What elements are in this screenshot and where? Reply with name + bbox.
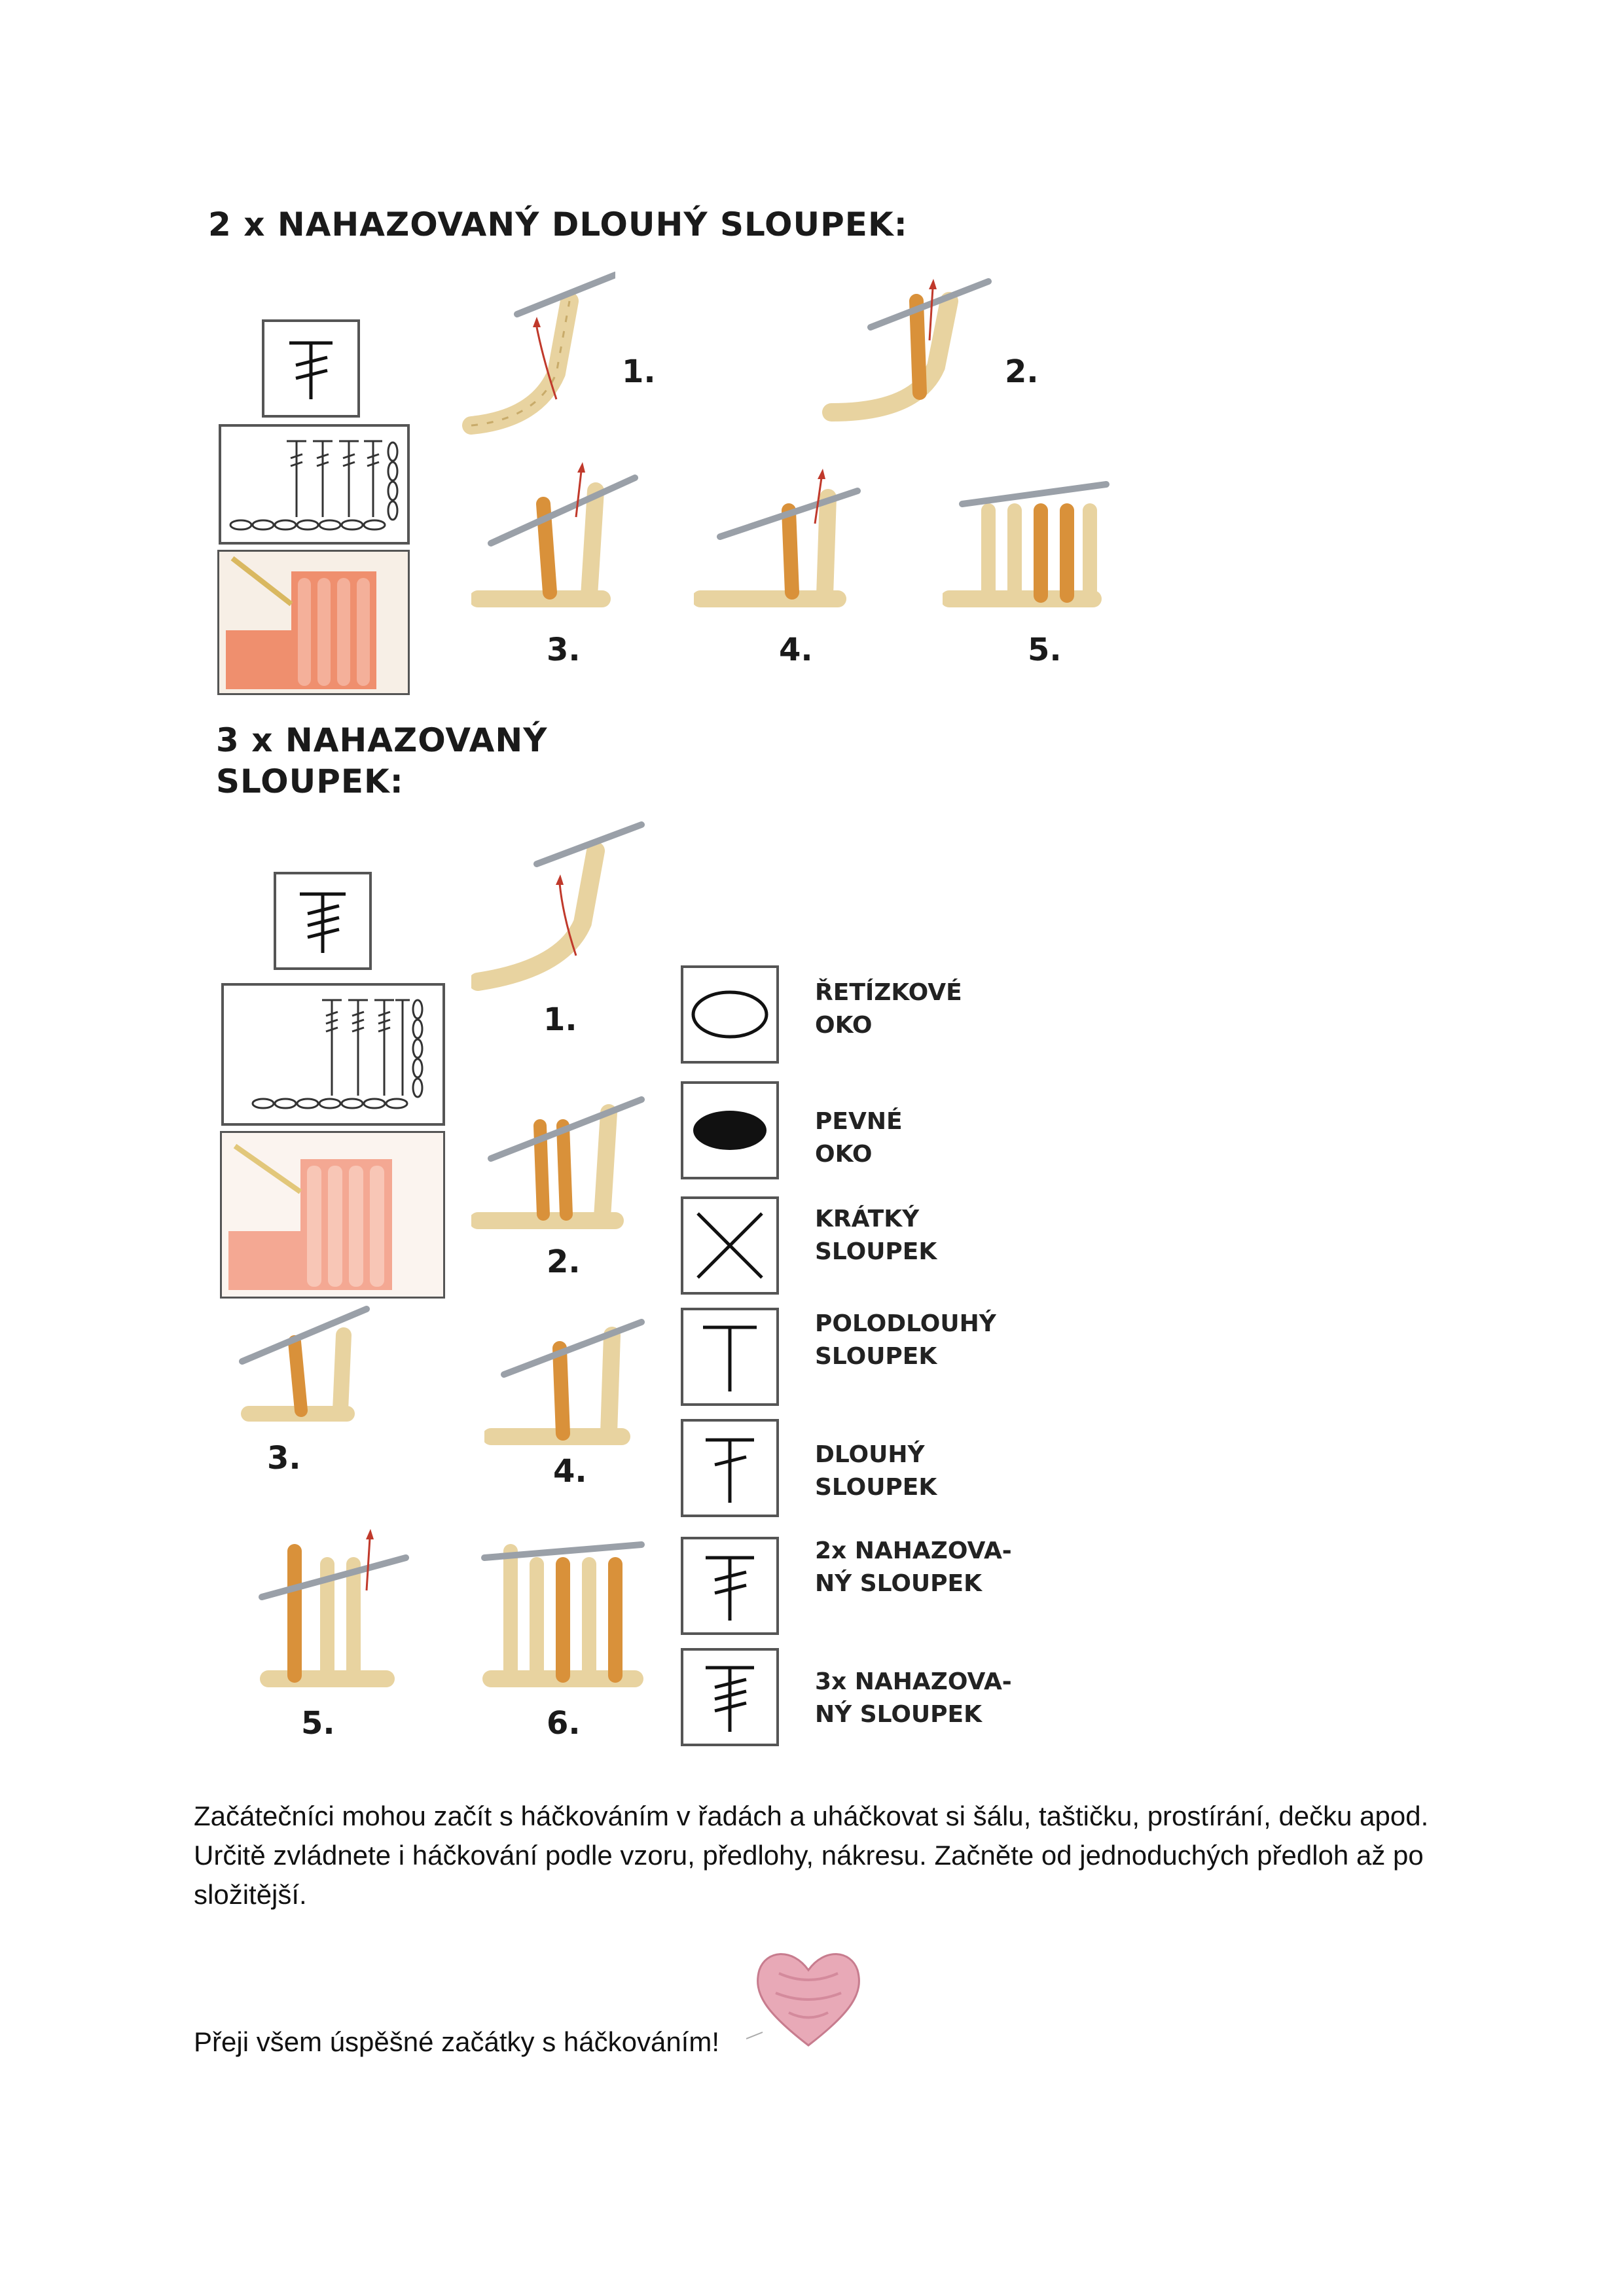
legend-half-double-box: [681, 1308, 779, 1406]
section2-step3-number: 3.: [267, 1440, 301, 1477]
step3-illustration: [471, 452, 641, 615]
section2-step6-number: 6.: [547, 1705, 581, 1742]
section1-title: 2 x NAHAZOVANÝ DLOUHÝ SLOUPEK:: [208, 206, 908, 243]
section1-step2-number: 2.: [1005, 353, 1039, 390]
heart-image: [746, 1934, 871, 2058]
section2-step5-number: 5.: [301, 1705, 335, 1742]
section1-step3-number: 3.: [547, 632, 581, 668]
s2-step3-illustration: [229, 1296, 373, 1427]
treble-crochet-icon: [264, 322, 357, 415]
step4-illustration: [694, 452, 864, 615]
step1-illustration: [458, 262, 615, 439]
section1-step1-number: 1.: [622, 353, 656, 390]
treble-crochet-icon: [683, 1539, 776, 1632]
legend-label-treble: 2x NAHAZOVA- NÝ SLOUPEK: [815, 1537, 1012, 1597]
double-treble-swatch-photo: [220, 1131, 445, 1299]
double-treble-symbol-box: [274, 872, 372, 970]
legend-label-double: DLOUHÝ SLOUPEK: [815, 1441, 937, 1501]
legend-label-chain: ŘETÍZKOVÉ OKO: [815, 979, 962, 1039]
intro-paragraph: Začátečníci mohou začít s háčkováním v řadách a uháčkovat si šálu, taštičku, prostírání, dečku apod. Určitě zvládnete i háčkování podle vzoru, předlohy, nákresu. Začněte od jednoduchých předloh až po složitější.: [194, 1801, 1429, 1910]
chain-stitch-icon: [683, 968, 776, 1061]
legend-label-slip: PEVNÉ OKO: [815, 1108, 903, 1168]
section2-step4-number: 4.: [553, 1453, 587, 1490]
s2-step5-illustration: [255, 1512, 412, 1695]
slip-stitch-icon: [683, 1084, 776, 1177]
s2-step2-illustration: [471, 1073, 648, 1237]
legend-double-treble-box: [681, 1648, 779, 1746]
legend-label-double-treble: 3x NAHAZOVA- NÝ SLOUPEK: [815, 1668, 1012, 1728]
heart-icon: [746, 1934, 871, 2058]
legend-single-box: [681, 1196, 779, 1295]
legend-chain-box: [681, 965, 779, 1064]
legend-slip-box: [681, 1081, 779, 1179]
double-treble-crochet-icon: [683, 1651, 776, 1744]
single-crochet-icon: [683, 1199, 776, 1292]
section1-step4-number: 4.: [779, 632, 813, 668]
section2-title: [216, 720, 547, 802]
half-double-crochet-icon: [683, 1310, 776, 1403]
legend-treble-box: [681, 1537, 779, 1635]
section2-title-line1: 3 x NAHAZOVANÝ: [216, 721, 548, 759]
step5-illustration: [943, 458, 1113, 615]
double-treble-crochet-icon: [276, 874, 369, 967]
treble-symbol-box: [262, 319, 360, 418]
double-crochet-icon: [683, 1422, 776, 1515]
s2-step6-illustration: [471, 1505, 648, 1695]
closing-line: Přeji všem úspěšné začátky s háčkováním!: [194, 2026, 720, 2057]
section2-step1-number: 1.: [543, 1001, 577, 1038]
legend-label-half-double: POLODLOUHÝ SLOUPEK: [815, 1310, 996, 1370]
section1-step5-number: 5.: [1028, 632, 1062, 668]
s2-step1-illustration: [471, 812, 648, 995]
legend-label-single: KRÁTKÝ SLOUPEK: [815, 1206, 937, 1265]
treble-swatch-photo: [217, 550, 410, 695]
double-treble-row-diagram: [224, 986, 442, 1123]
treble-row-diagram: [221, 427, 407, 542]
legend-double-box: [681, 1419, 779, 1517]
step2-illustration: [818, 262, 1001, 425]
s2-step4-illustration: [484, 1296, 648, 1453]
section2-title-line2: SLOUPEK:: [216, 762, 404, 800]
double-treble-chart-box: [221, 983, 445, 1126]
section2-step2-number: 2.: [547, 1244, 581, 1280]
treble-chart-box: [219, 424, 410, 545]
